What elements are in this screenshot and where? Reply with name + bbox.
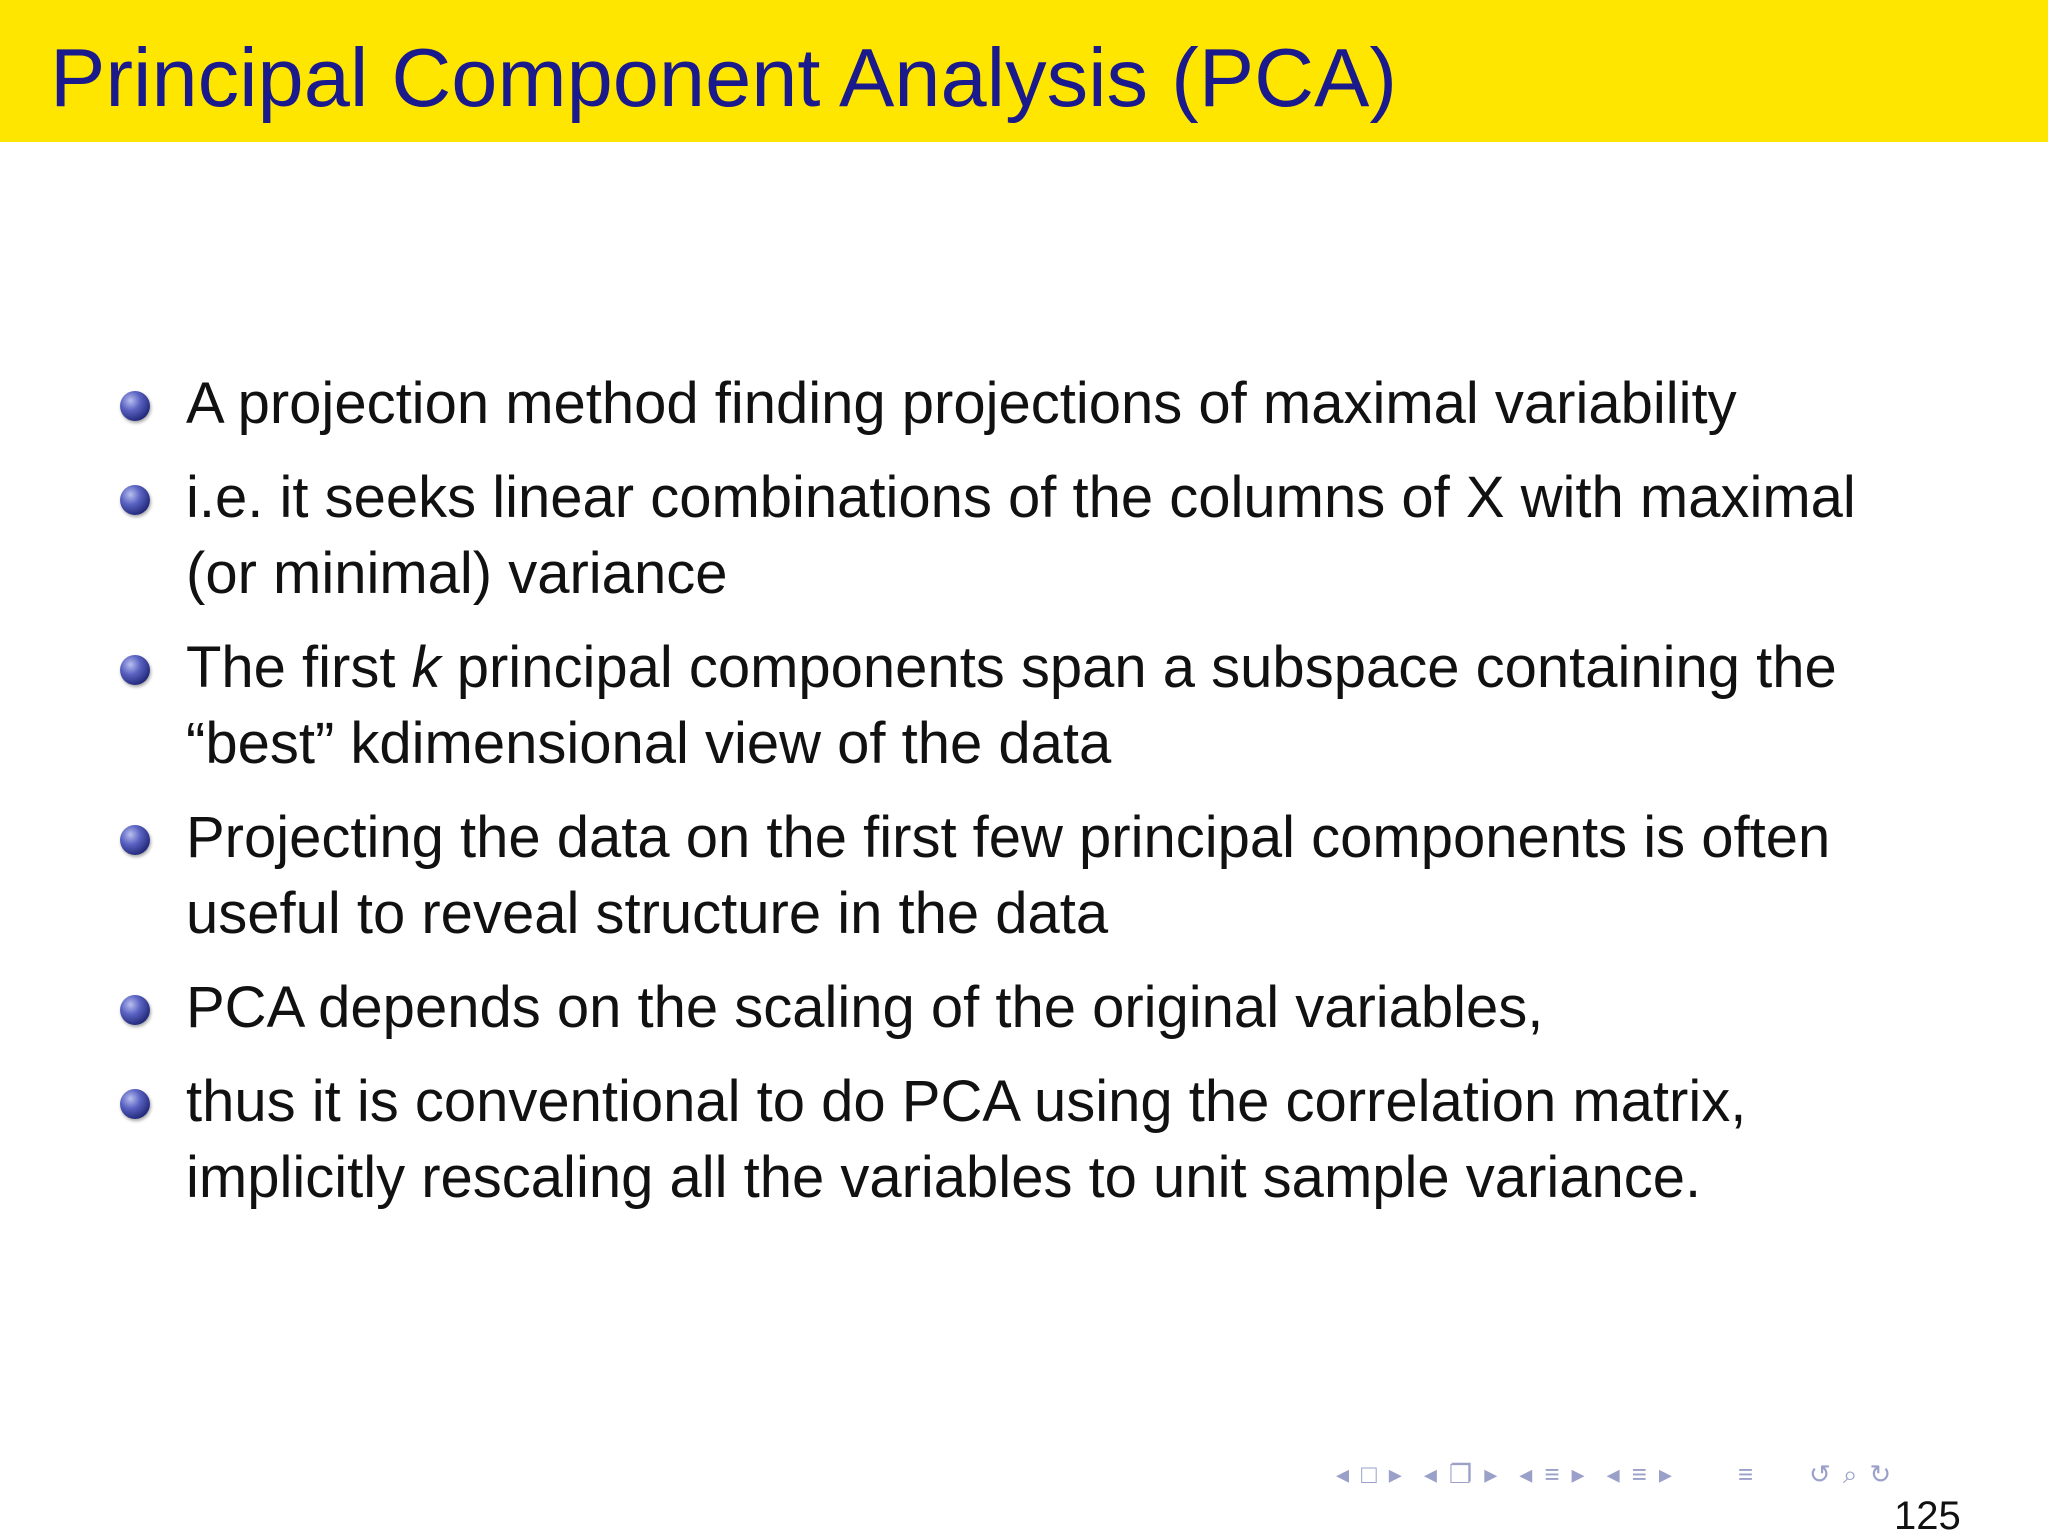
nav-prev-arrow-icon[interactable]: ◂ — [1336, 1459, 1350, 1489]
nav-prev-part-icon[interactable]: ◂ — [1606, 1459, 1620, 1489]
nav-frame-icon[interactable]: □ — [1361, 1459, 1377, 1489]
bullet-text-em: k — [411, 635, 441, 700]
bullet-icon — [120, 391, 150, 421]
bullet-item-3 — [186, 630, 2016, 782]
nav-next-part-icon[interactable]: ▸ — [1658, 1459, 1672, 1489]
bullet-item-5 — [186, 970, 2016, 1046]
bullet-text-line-2: (or minimal) variance — [186, 541, 728, 606]
nav-prev-subsection-icon[interactable]: ◂ — [1423, 1459, 1437, 1489]
page-number: 125 — [1894, 1494, 1961, 1538]
nav-toc-icon[interactable]: ≡ — [1737, 1459, 1754, 1489]
bullet-text-line-1: i.e. it seeks linear combinations of the columns of X with maximal — [186, 465, 1856, 530]
bullet-icon — [120, 655, 150, 685]
bullet-item-1 — [186, 366, 2016, 442]
bullet-item-2 — [186, 460, 2016, 612]
slide-title: Principal Component Analysis (PCA) — [50, 31, 1398, 124]
bullet-text-line-1: thus it is conventional to do PCA using the correlation matrix, — [186, 1069, 1747, 1134]
nav-prev-section-icon[interactable]: ◂ — [1519, 1459, 1533, 1489]
nav-search-icon[interactable]: ⌕ — [1842, 1459, 1858, 1489]
nav-next-subsection-icon[interactable]: ▸ — [1484, 1459, 1498, 1489]
bullet-text-pre: The first — [186, 635, 412, 700]
bullet-text: A projection method finding projections of maximal variability — [186, 371, 1737, 436]
nav-next-section-icon[interactable]: ▸ — [1571, 1459, 1585, 1489]
bullet-text-line-2: implicitly rescaling all the variables to unit sample variance. — [186, 1145, 1702, 1210]
nav-section-icon[interactable]: ≡ — [1544, 1459, 1560, 1489]
bullet-text: PCA depends on the scaling of the original variables, — [186, 975, 1544, 1040]
nav-subsection-icon[interactable]: ❐ — [1448, 1459, 1473, 1489]
bullet-icon — [120, 485, 150, 515]
title-bar — [0, 0, 2048, 142]
nav-back-icon[interactable]: ↺ — [1809, 1459, 1831, 1489]
nav-forward-icon[interactable]: ↻ — [1869, 1459, 1892, 1489]
beamer-navigation-bar — [1330, 1456, 1897, 1492]
bullet-icon — [120, 825, 150, 855]
bullet-icon — [120, 995, 150, 1025]
bullet-item-4 — [186, 800, 2016, 952]
bullet-icon — [120, 1089, 150, 1119]
bullet-text-post: principal components span a subspace containing the — [440, 635, 1837, 700]
nav-next-arrow-icon[interactable]: ▸ — [1388, 1459, 1402, 1489]
bullet-text-line-1: Projecting the data on the first few principal components is often — [186, 805, 1831, 870]
bullet-item-6 — [186, 1064, 2016, 1216]
nav-part-icon[interactable]: ≡ — [1631, 1459, 1647, 1489]
bullet-text-line-2: “best” kdimensional view of the data — [186, 711, 1112, 776]
bullet-text-line-2: useful to reveal structure in the data — [186, 881, 1109, 946]
